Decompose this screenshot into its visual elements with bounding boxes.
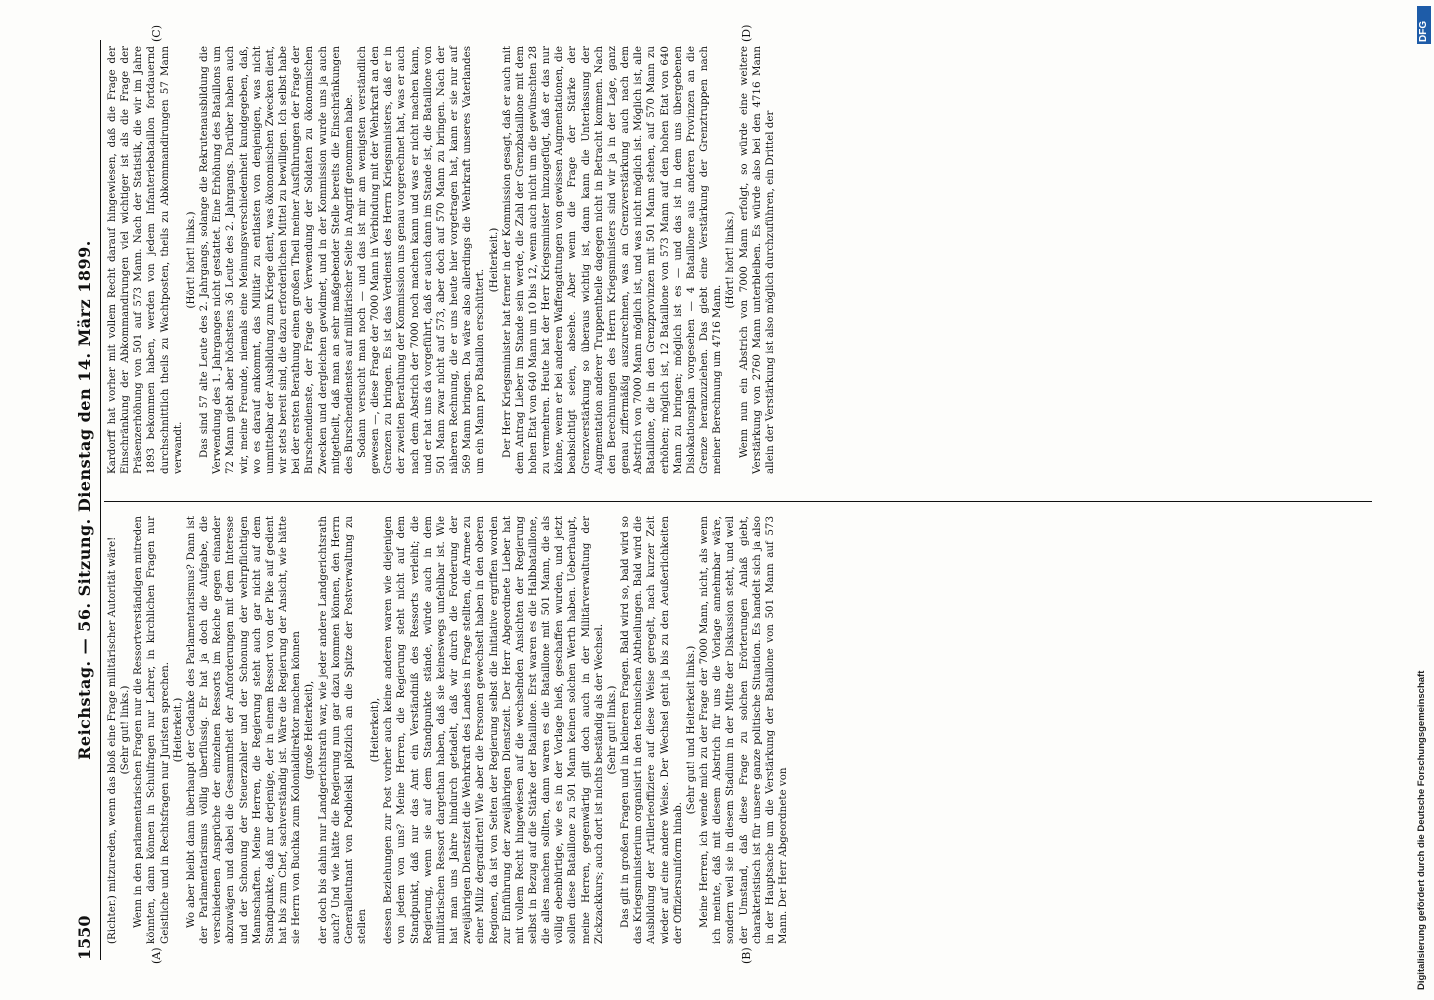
interjection: (Sehr gut! und Heiterkeit links.) xyxy=(684,645,697,815)
column-divider xyxy=(104,501,1372,502)
margin-marker-c: (C) xyxy=(150,25,163,42)
paragraph: dessen Beziehungen zur Post vorher auch keine anderen waren wie diejenigen von jedem von uns? Meine Herren, die Regierung steht nicht auf dem Standpunkt, daß nur das Amt ein Verständniß des Ressorts verleiht; die Regierung, wenn sie auf dem Standpunkte stände, würde auch in dem militärischen Ressort dargethan haben, daß sie keineswegs unfehlbar ist. Wie hat man uns Jahre hindurch getadelt, daß wir durch die Forderung der zweijährigen Dienstzeit die Wehrkraft des Landes in Frage stellten, die Armee zu einer Miliz degradirten! Wie aber die Personen gewechselt haben in den oberen Regionen, da ist von Seiten der Regierung selbst die Initiative ergriffen worden zur Einführung der zweijährigen Dienstzeit. Der Herr Abgeordnete Lieber hat mit vollem Recht hingewiesen auf die wechselnden Ansichten der Regierung selbst in Bezug auf die Stärke der Bataillone. Erst waren es die Halbbataillone, die alles machen sollten, dann waren es die Bataillone mit 501 Mann, die als völlig ebenbürtige, wie es in der Vorlage hieß, geschaffen wurden, und jetzt sollen diese Bataillone zu 501 Mann keinen solchen Werth haben. Ueberhaupt, meine Herren, gegenwärtig gilt doch auch in der Militärverwaltung der Zickzackkurs; auch dort ist nichts beständig als der Wechsel. xyxy=(382,516,605,944)
left-column xyxy=(106,516,790,944)
paragraph: Wenn nun ein Abstrich von 7000 Mann erfolgt, so würde eine weitere Verstärkung von 2760 Mann unterbleiben. Es würde also bei den 4716 Mann allein der Verstärkung ist also möglich durchzuführen, ein Drittel der xyxy=(737,46,776,474)
interjection: (Heiterkeit.) xyxy=(487,227,500,293)
interjection: (Sehr gut! links.) xyxy=(605,685,618,775)
dfg-logo-text: DFG xyxy=(1418,20,1429,42)
paragraph: Das sind 57 alte Leute des 2. Jahrgangs, solange die Rekrutenausbildung die Verwendung des 1. Jahrganges nicht gestattet. Eine Erhöhung des Bataillons um 72 Mann giebt aber höchstens 36 Leute des 2. Jahrgangs. Darüber haben auch wir, meine Freunde, niemals eine Meinungsverschiedenheit kundgegeben, daß, wo es darauf ankommt, das Militär zu entlasten von denjenigen, was nicht unmittelbar der Ausbildung zum Kriege dient, was ökonomischen Zwecken dient, wir stets bereit sind, die dazu erforderlichen Mittel zu bewilligen. Ich selbst habe bei der ersten Berathung einen großen Theil meiner Ausführungen der Frage der Burschendienste, der Frage der Verwendung der Soldaten zu ökonomischen Zwecken und dergleichen gewidmet, und in der Kommission wurde uns ja auch mitgetheilt, daß man an sehr maßgebender Stelle bereits die Einschränkungen des Burschendienstes auf militärischer Seite in Angriff genommen habe. xyxy=(198,46,355,474)
margin-marker-a: (A) xyxy=(150,947,163,964)
interjection: (Heiterkeit), xyxy=(369,697,382,763)
dfg-logo xyxy=(1417,6,1431,44)
paragraph: Wenn in den parlamentarischen Fragen nur die Ressortverständigen mitreden könnten, dann können in Schulfragen nur Lehrer, in kirchlichen Fragen nur Geistliche und in Rechtsfragen nur Juristen sprechen. xyxy=(132,516,171,944)
paragraph: Der Herr Kriegsminister hat ferner in der Kommission gesagt, daß er auch mit dem Antrag Lieber im Stande sein werde, die Zahl der Grenzbataillone mit dem hohen Etat von 640 Mann um 10 bis 12, wenn auch nicht um die gewünschten 28 zu vermehren. Heute hat der Herr Kriegsminister hinzugefügt, daß er das nur könne, wenn er bei anderen Waffengattungen von gewissen Augmentationen, die beabsichtigt seien, absehe. Aber wenn die Frage der Stärke der Grenzverstärkung so überaus wichtig ist, dann kann die Unterlassung der Augmentation anderer Truppentheile dagegen nicht in Betracht kommen. Nach den Berechnungen des Herrn Kriegsministers sind wir ja in der Lage, ganz genau ziffermäßig auszurechnen, was an Grenzverstärkung auch nach dem Abstrich von 7000 Mann möglich ist, und was nicht möglich ist. Möglich ist, alle Bataillone, die in den Grenzprovinzen mit 501 Mann stehen, auf 570 Mann zu erhöhen; möglich ist, 12 Bataillone von 573 Mann auf den hohen Etat von 640 Mann zu bringen; möglich ist es — und das ist in dem uns übergebenen Dislokationsplan vorgesehen — 4 Bataillone aus anderen Provinzen an die Grenze heranzuziehen. Das giebt eine Verstärkung der Grenztruppen nach meiner Berechnung um 4716 Mann. xyxy=(500,46,724,474)
interjection: (Hört! hört! links.) xyxy=(724,211,737,309)
paragraph: Sodann versucht man noch — und das ist mir am wenigsten verständlich gewesen —, diese Frage der 7000 Mann in Verbindung mit der Wehrkraft an den Grenzen zu bringen. Es ist das Verdienst des Herrn Kriegsministers, daß er in der zweiten Berathung der Kommission uns genau vorgerechnet hat, was er auch nach dem Abstrich der 7000 noch machen kann und was er nicht machen kann, und er hat uns da vorgeführt, daß er auch dann im Stande ist, die Bataillone von 501 Mann zwar nicht auf 573, aber doch auf 570 Mann zu bringen. Nach der näheren Rechnung, die er uns heute hier vorgetragen hat, kann er sie nur auf 569 Mann bringen. Da wäre also allerdings die Wehrkraft unseres Vaterlandes um ein Mann pro Bataillon erschüttert. xyxy=(355,46,487,474)
margin-marker-d: (D) xyxy=(740,24,753,42)
right-column xyxy=(106,46,777,474)
paragraph: der doch bis dahin nur Landgerichtsrath war, wie jeder andere Landgerichtsrath auch? Und wie hätte die Regierung nun gar dazu kommen können, den Herrn Generalleutnant von Podbielski plötzlich an die Spitze der Postverwaltung zu stellen xyxy=(316,516,368,944)
page-number: 1550 xyxy=(75,915,94,960)
interjection: (große Heiterkeit), xyxy=(303,680,316,780)
interjection: (Hört! hört! links.) xyxy=(184,211,197,309)
paragraph: Das gilt in großen Fragen und in kleineren Fragen. Bald wird so, bald wird so das Kriegsministerium organisirt in den technischen Abtheilungen. Bald wird die Ausbildung der Artillerieoffiziere auf diese Weise geregelt, nach kurzer Zeit wieder auf eine andere Weise. Der Wechsel geht ja bis zu den Aeußerlichkeiten der Offiziersuniform hinab. xyxy=(619,516,684,944)
paragraph: Kardorff hat vorher mit vollem Recht darauf hingewiesen, daß die Frage der Einschränkung der Abkommandirungen viel wichtiger ist als die Frage der Präsenzerhöhung von 501 auf 573 Mann. Nach der Statistik, die wir im Jahre 1893 bekommen haben, werden von jedem Infanteriebataillon fortdauernd durchschnittlich theils zu Wachtposten, theils zu Abkommandirungen 57 Mann verwandt. xyxy=(106,46,184,474)
page-title: Reichstag. — 56. Sitzung. Dienstag den 14. März 1899. xyxy=(75,240,94,760)
paragraph: (Richter.) mitzureden, wenn das bloß eine Frage militärischer Autorität wäre! xyxy=(106,536,118,944)
paragraph: Wo aber bleibt dann überhaupt der Gedanke des Parlamentarismus? Dann ist der Parlamentarismus völlig überflüssig. Er hat ja doch die Aufgabe, die verschiedenen Ansprüche der einzelnen Ressorts im Reiche gegen einander abzuwägen und dabei die Gesammtheit der Anforderungen mit dem Interesse und der Schonung der Steuerzahler und der Schonung der wehrpflichtigen Mannschaften. Meine Herren, die Regierung steht auch gar nicht auf dem Standpunkte, daß nur derjenige, der in einem Ressort von der Pike auf gedient hat bis zum Chef, sachverständig ist. Wäre die Regierung der Ansicht, wie hätte sie Herrn von Buchka zum Kolonialdirektor machen können xyxy=(184,516,303,944)
header-rule xyxy=(100,40,101,960)
interjection: (Sehr gut! links.) xyxy=(119,685,132,775)
margin-marker-b: (B) xyxy=(740,947,753,964)
paragraph: Meine Herren, ich wende mich zu der Frage der 7000 Mann, nicht, als wenn ich meinte, daß mit diesem Abstrich für uns die Vorlage annehmbar wäre, sondern weil sie in diesem Stadium in der Mitte der Diskussion steht, und weil der Umstand, daß diese Frage zu solchen Erörterungen Anlaß giebt, charakteristisch ist für unsere ganze politische Situation. Es handelt sich ja also in der Hauptsache um die Verstärkung der Bataillone von 501 Mann auf 573 Mann. Der Herr Abgeordnete von xyxy=(698,516,789,944)
page-header xyxy=(70,40,94,960)
digitization-note xyxy=(1416,670,1432,990)
interjection: (Heiterkeit.) xyxy=(171,697,184,763)
digitization-note-text: Digitalisierung gefördert durch die Deutsche Forschungsgemeinschaft xyxy=(1416,670,1427,990)
